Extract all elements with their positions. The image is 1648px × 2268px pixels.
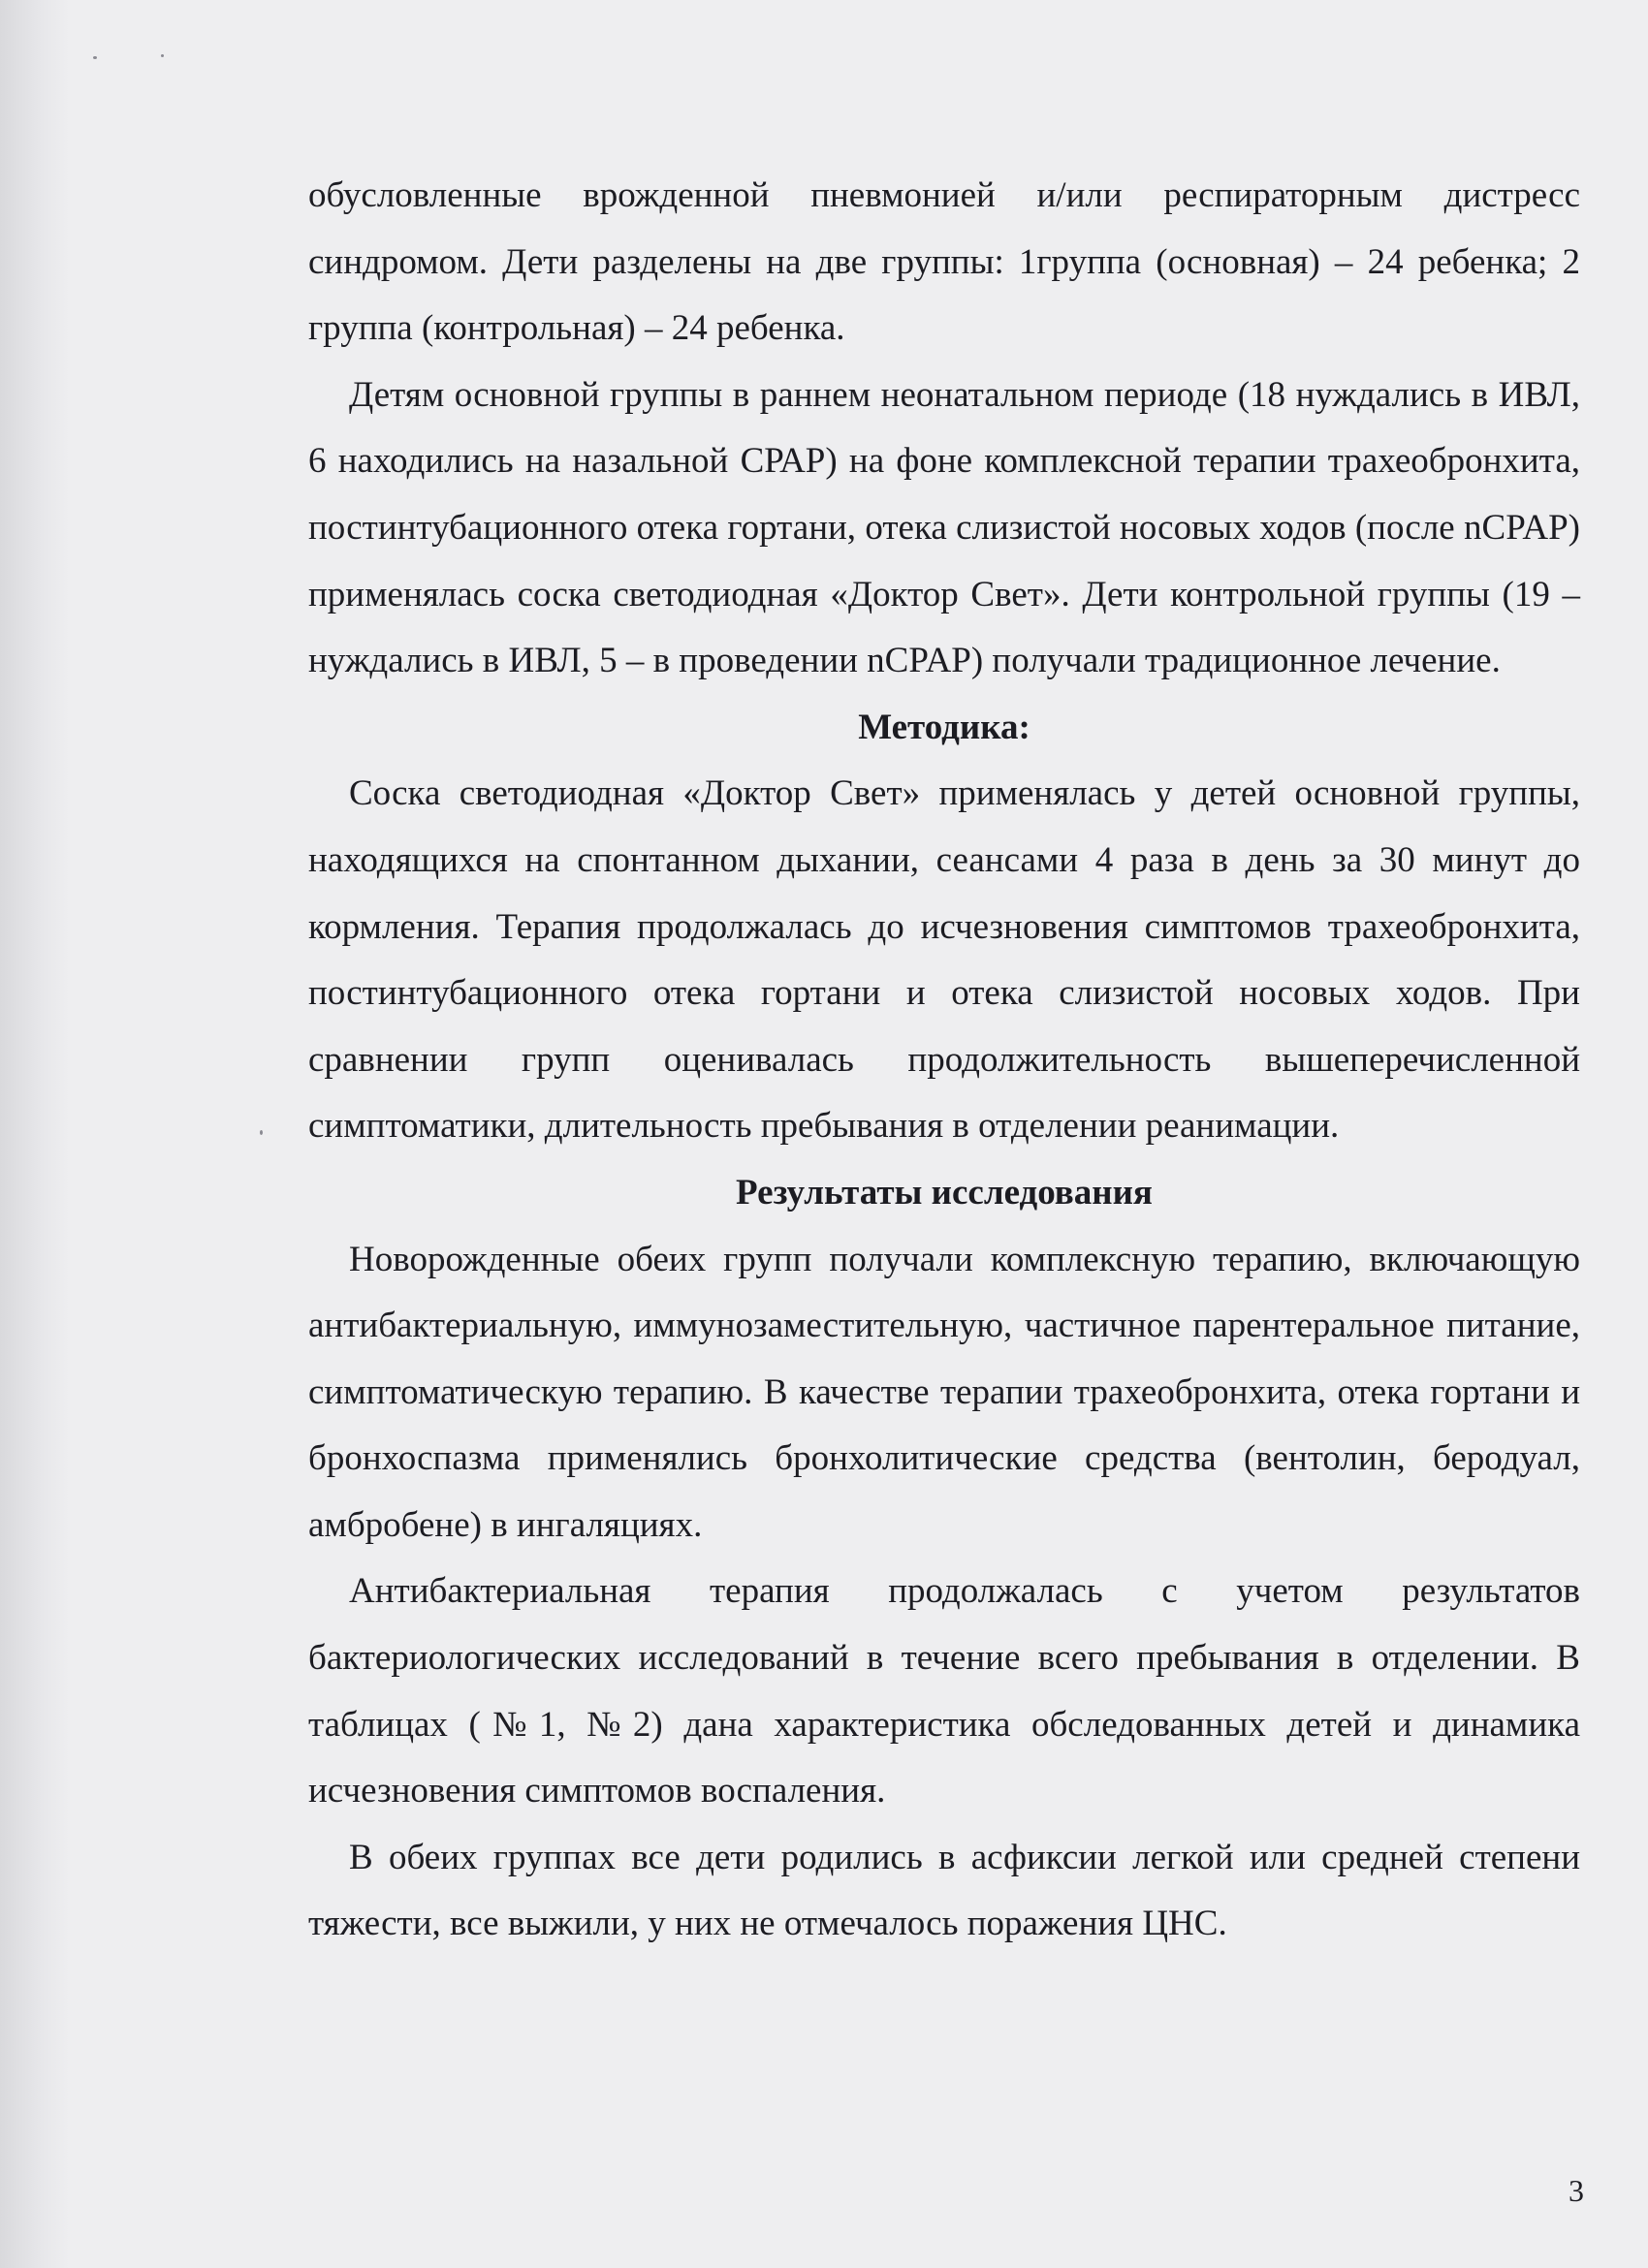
heading-method: Методика: xyxy=(858,707,1030,747)
document-page xyxy=(308,163,1580,1958)
paragraph-intro-continued: обусловленные врожденной пневмонией и/или респираторным дистресс синдромом. Дети разделены на две группы: 1группа (основная) – 24 ребенка; 2 группа (контрольная) – 24 ребенка. xyxy=(308,175,1580,349)
paragraph-results-antibacterial: Антибактериальная терапия продолжалась с учетом результатов бактериологических исследований в течение всего пребывания в отделении. В таблицах (№1, №2) дана характеристика обследованных детей и динамика исчезновения симптомов воспаления. xyxy=(308,1571,1580,1811)
page-number: 3 xyxy=(1569,2173,1584,2208)
scan-speck xyxy=(93,56,97,59)
paragraph-method: Соска светодиодная «Доктор Свет» применялась у детей основной группы, находящихся на спонтанном дыхании, сеансами 4 раза в день за 30 минут до кормления. Терапия продолжалась до исчезновения симптомов трахеобронхита, постинтубационного отека гортани и отека слизистой носовых ходов. При сравнении групп оценивалась продолжительность вышеперечисленной симптоматики, длительность пребывания в отделении реанимации. xyxy=(308,773,1580,1147)
paragraph-results-outcome: В обеих группах все дети родились в асфиксии легкой или средней степени тяжести, все выжили, у них не отмечалось поражения ЦНС. xyxy=(308,1837,1580,1944)
scan-speck xyxy=(161,54,164,57)
scan-speck xyxy=(260,1130,263,1135)
paragraph-results-therapy: Новорожденные обеих групп получали комплексную терапию, включающую антибактериальную, иммунозаместительную, частичное парентеральное питание, симптоматическую терапию. В качестве терапии трахеобронхита, отека гортани и бронхоспазма применялись бронхолитические средства (вентолин, беродуал, амбробене) в ингаляциях. xyxy=(308,1239,1580,1545)
heading-results: Результаты исследования xyxy=(736,1172,1153,1213)
paragraph-groups-treatment: Детям основной группы в раннем неонатальном периоде (18 нуждались в ИВЛ, 6 находились на назальной СРАР) на фоне комплексной терапии трахеобронхита, постинтубационного отека гортани, отека слизистой носовых ходов (после nCPAP) применялась соска светодиодная «Доктор Свет». Дети контрольной группы (19 – нуждались в ИВЛ, 5 – в проведении nCPAP) получали традиционное лечение. xyxy=(308,374,1580,681)
scan-edge-shadow xyxy=(0,0,70,2268)
